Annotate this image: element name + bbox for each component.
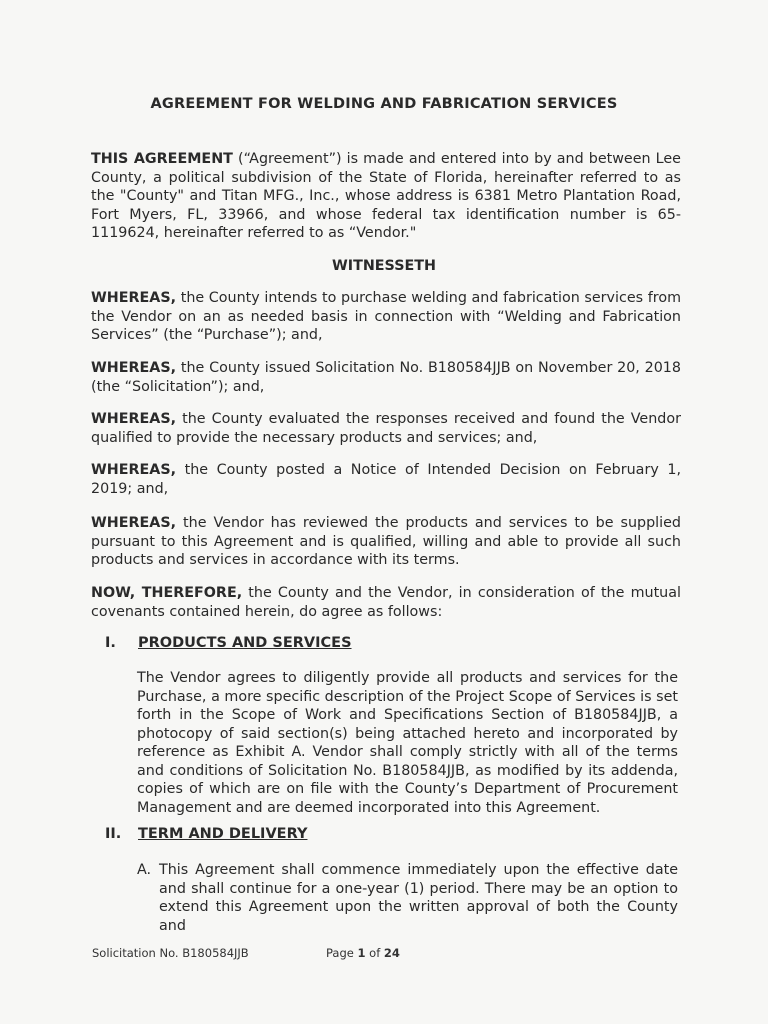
whereas-paragraph: WHEREAS, the Vendor has reviewed the products and services to be supplied pursuant to this Agreement and is qualified, willing and able to provide all such products and services in accordance with its terms. bbox=[91, 515, 681, 568]
footer-page-number: Page 1 of 24 bbox=[326, 946, 400, 960]
document-title: AGREEMENT FOR WELDING AND FABRICATION SERVICES bbox=[150, 96, 618, 112]
section-heading-products-services: I. PRODUCTS AND SERVICES bbox=[105, 635, 352, 651]
whereas-paragraph: WHEREAS, the County posted a Notice of Intended Decision on February 1, 2019; and, bbox=[91, 462, 681, 497]
whereas-paragraph: WHEREAS, the County evaluated the responses received and found the Vendor qualified to provide the necessary products and services; and, bbox=[91, 411, 681, 446]
section-heading-term-delivery: II. TERM AND DELIVERY bbox=[105, 826, 308, 842]
intro-text: (“Agreement”) is made and entered into by and between Lee County, a political subdivision of the State of Florida, hereinafter referred to as the "County" and Titan MFG., Inc., whose address is 6381 Metro Plantation Road, Fort Myers, FL, 33966, and whose federal tax identification number is 65-1119624, hereinafter referred to as “Vendor." bbox=[91, 151, 681, 241]
whereas-paragraph: WHEREAS, the County issued Solicitation No. B180584JJB on November 20, 2018 (the “Solicitation”); and, bbox=[91, 360, 681, 395]
witnesseth-heading: WITNESSETH bbox=[331, 258, 436, 274]
section-body-products-services: The Vendor agrees to diligently provide all products and services for the Purchase, a more specific description of the Project Scope of Services is set forth in the Scope of Work and Specifications Section of B180584JJB, a photocopy of said section(s) being attached hereto and incorporated by reference as Exhibit A. Vendor shall comply strictly with all of the terms and conditions of Solicitation No. B180584JJB, as modified by its addenda, copies of which are on file with the County’s Department of Procurement Management and are deemed incorporated into this Agreement. bbox=[137, 670, 678, 816]
intro-lead: THIS AGREEMENT bbox=[91, 151, 233, 167]
intro-paragraph bbox=[91, 150, 681, 243]
section-list-item: A. This Agreement shall commence immediately upon the effective date and shall continue for a one-year (1) period. There may be an option to extend this Agreement upon the written approval of both the County and bbox=[137, 862, 678, 934]
footer-solicitation: Solicitation No. B180584JJB bbox=[92, 946, 249, 960]
now-therefore-paragraph: NOW, THEREFORE, the County and the Vendor, in consideration of the mutual covenants contained herein, do agree as follows: bbox=[91, 585, 681, 620]
whereas-paragraph: WHEREAS, the County intends to purchase welding and fabrication services from the Vendor on an as needed basis in connection with “Welding and Fabrication Services” (the “Purchase”); and, bbox=[91, 290, 681, 343]
